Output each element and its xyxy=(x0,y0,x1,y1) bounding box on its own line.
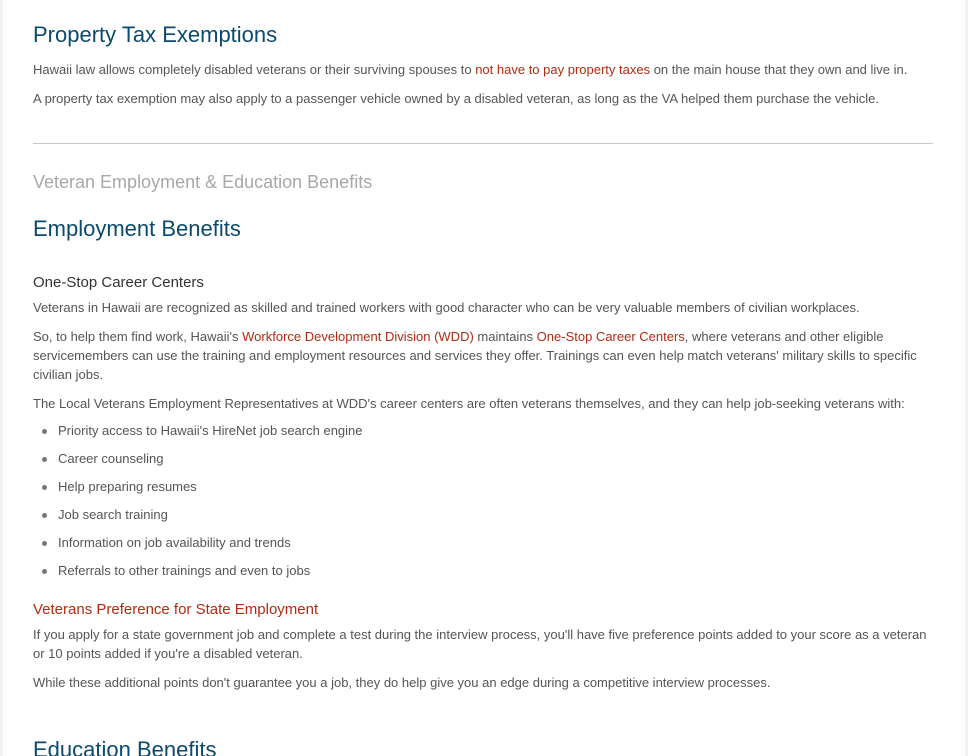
text-segment: , where veterans and other eligible servicemembers can use the training and employment resources and services they offer. Trainings can even help match veterans' military skills to specific civilian jobs. xyxy=(33,329,917,382)
list-item-text: Job search training xyxy=(58,507,168,522)
bullet-icon xyxy=(42,569,47,574)
category-heading: Veteran Employment & Education Benefits xyxy=(33,172,373,192)
bullet-icon xyxy=(42,429,47,434)
property-tax-paragraph-1 xyxy=(33,60,933,79)
bullet-icon xyxy=(42,485,47,490)
list-item xyxy=(33,473,933,501)
bullet-icon xyxy=(42,513,47,518)
veterans-preference-paragraph-1: If you apply for a state government job and complete a test during the interview process, you'll have five preference points added to your score as a veteran or 10 points added if you're a disabled veteran. xyxy=(33,627,927,661)
list-item xyxy=(33,529,933,557)
list-item-text: Priority access to Hawaii's HireNet job search engine xyxy=(58,423,363,438)
list-item xyxy=(33,557,933,585)
career-centers-link[interactable]: One-Stop Career Centers xyxy=(536,329,685,344)
text-segment: So, to help them find work, Hawaii's xyxy=(33,329,243,344)
veterans-preference-heading: Veterans Preference for State Employment xyxy=(33,601,319,618)
property-tax-title: Property Tax Exemptions xyxy=(33,22,278,47)
bullet-icon xyxy=(42,541,47,546)
section-divider xyxy=(33,143,933,144)
career-centers-paragraph-2 xyxy=(33,327,928,384)
list-item xyxy=(33,417,933,445)
education-title: Education Benefits xyxy=(33,737,217,756)
list-item-text: Career counseling xyxy=(58,451,164,466)
employment-title: Employment Benefits xyxy=(33,216,241,241)
list-item xyxy=(33,445,933,473)
text-segment: Hawaii law allows completely disabled veterans or their surviving spouses to xyxy=(33,62,476,77)
property-tax-link[interactable]: not have to pay property taxes xyxy=(475,62,651,77)
wdd-link[interactable]: Workforce Development Division (WDD) xyxy=(242,329,474,344)
page xyxy=(3,0,965,756)
list-item-text: Help preparing resumes xyxy=(58,479,197,494)
text-segment: maintains xyxy=(473,329,537,344)
bullet-icon xyxy=(42,457,47,462)
list-item xyxy=(33,501,933,529)
veterans-preference-paragraph-2: While these additional points don't guarantee you a job, they do help give you an edge during a competitive interview processes. xyxy=(33,675,771,690)
career-centers-paragraph-1: Veterans in Hawaii are recognized as skilled and trained workers with good character who can be very valuable members of civilian workplaces. xyxy=(33,300,860,315)
text-segment: on the main house that they own and live in. xyxy=(650,62,908,77)
services-list xyxy=(33,417,933,585)
list-item-text: Referrals to other trainings and even to jobs xyxy=(58,563,311,578)
career-centers-paragraph-3: The Local Veterans Employment Representatives at WDD's career centers are often veterans themselves, and they can help job-seeking veterans with: xyxy=(33,396,905,411)
property-tax-paragraph-2: A property tax exemption may also apply to a passenger vehicle owned by a disabled veteran, as long as the VA helped them purchase the vehicle. xyxy=(33,91,879,106)
list-item-text: Information on job availability and trends xyxy=(58,535,291,550)
career-centers-heading: One-Stop Career Centers xyxy=(33,274,204,291)
